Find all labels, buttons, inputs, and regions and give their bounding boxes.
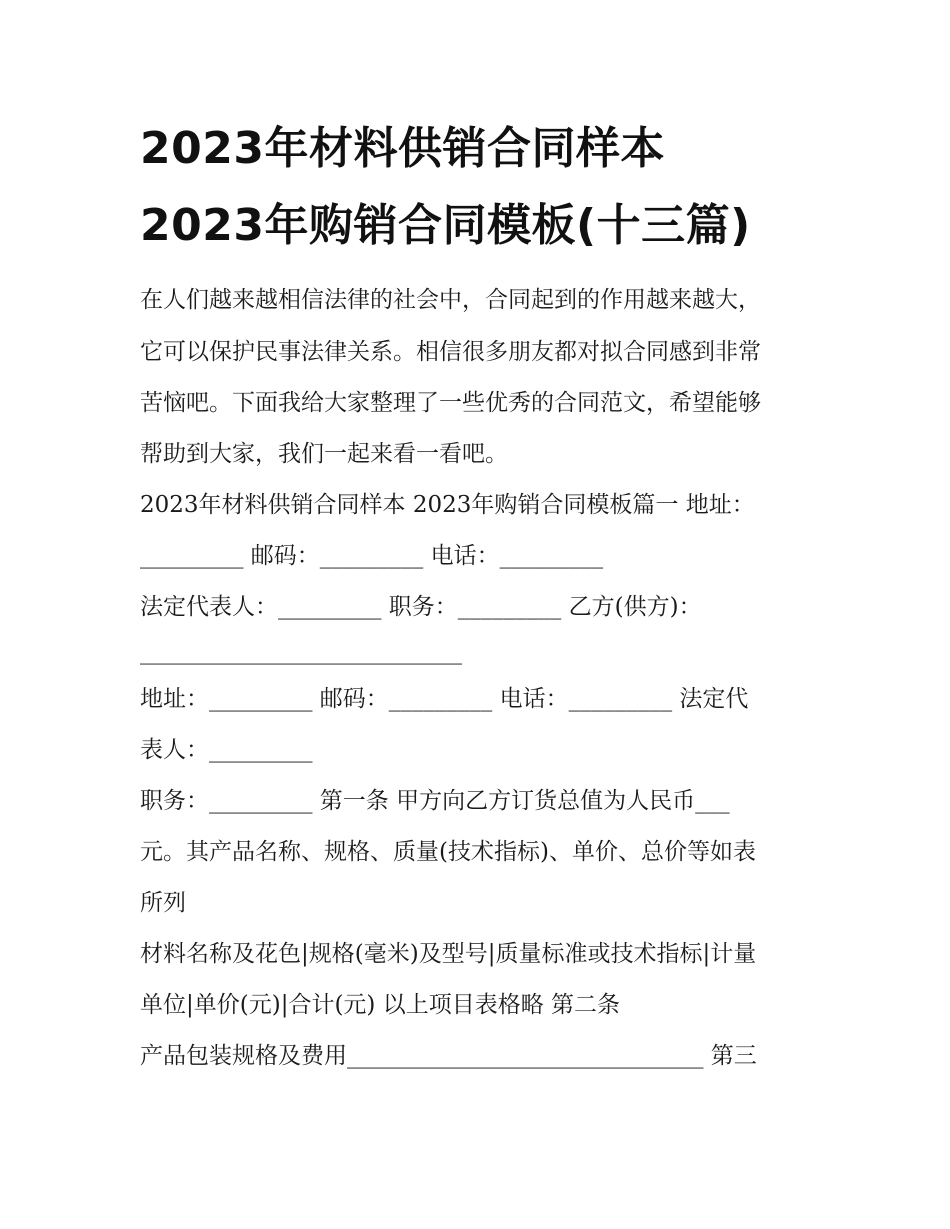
body-text-line: 元。其产品名称、规格、质量(技术指标)、单价、总价等如表 — [140, 839, 756, 865]
body-text-line: 单位|单价(元)|合计(元) 以上项目表格略 第二条 — [140, 992, 621, 1018]
body-text-line: 帮助到大家，我们一起来看一看吧。 — [140, 441, 508, 467]
body-text-line: 在人们越来越相信法律的社会中，合同起到的作用越来越大， — [140, 287, 761, 313]
body-text-line: 职务：_________ 第一条 甲方向乙方订货总值为人民币___ — [140, 788, 730, 814]
body-text-line: 法定代表人：_________ 职务：_________ 乙方(供方)： — [140, 594, 702, 620]
body-text-line: 表人：_________ — [140, 737, 313, 763]
body-text-line: 产品包装规格及费用_______________________________ 第三 — [140, 1043, 757, 1069]
body-text-line: _________ 邮码：_________ 电话：_________ — [140, 543, 604, 569]
body-text-line: ____________________________ — [140, 639, 462, 665]
body-text-line: 地址：_________ 邮码：_________ 电话：_________ 法定代 — [140, 686, 749, 712]
body-text-line: 苦恼吧。下面我给大家整理了一些优秀的合同范文，希望能够 — [140, 390, 761, 416]
document-title-line-1: 2023年材料供销合同样本 — [140, 123, 665, 174]
body-text-line: 它可以保护民事法律关系。相信很多朋友都对拟合同感到非常 — [140, 339, 761, 365]
body-text-line: 所列 — [140, 890, 186, 916]
document-title-line-2: 2023年购销合同模板(十三篇) — [140, 200, 751, 251]
body-text-line: 2023年材料供销合同样本 2023年购销合同模板篇一 地址： — [140, 492, 755, 518]
body-text-line: 材料名称及花色|规格(毫米)及型号|质量标准或技术指标|计量 — [140, 941, 757, 967]
